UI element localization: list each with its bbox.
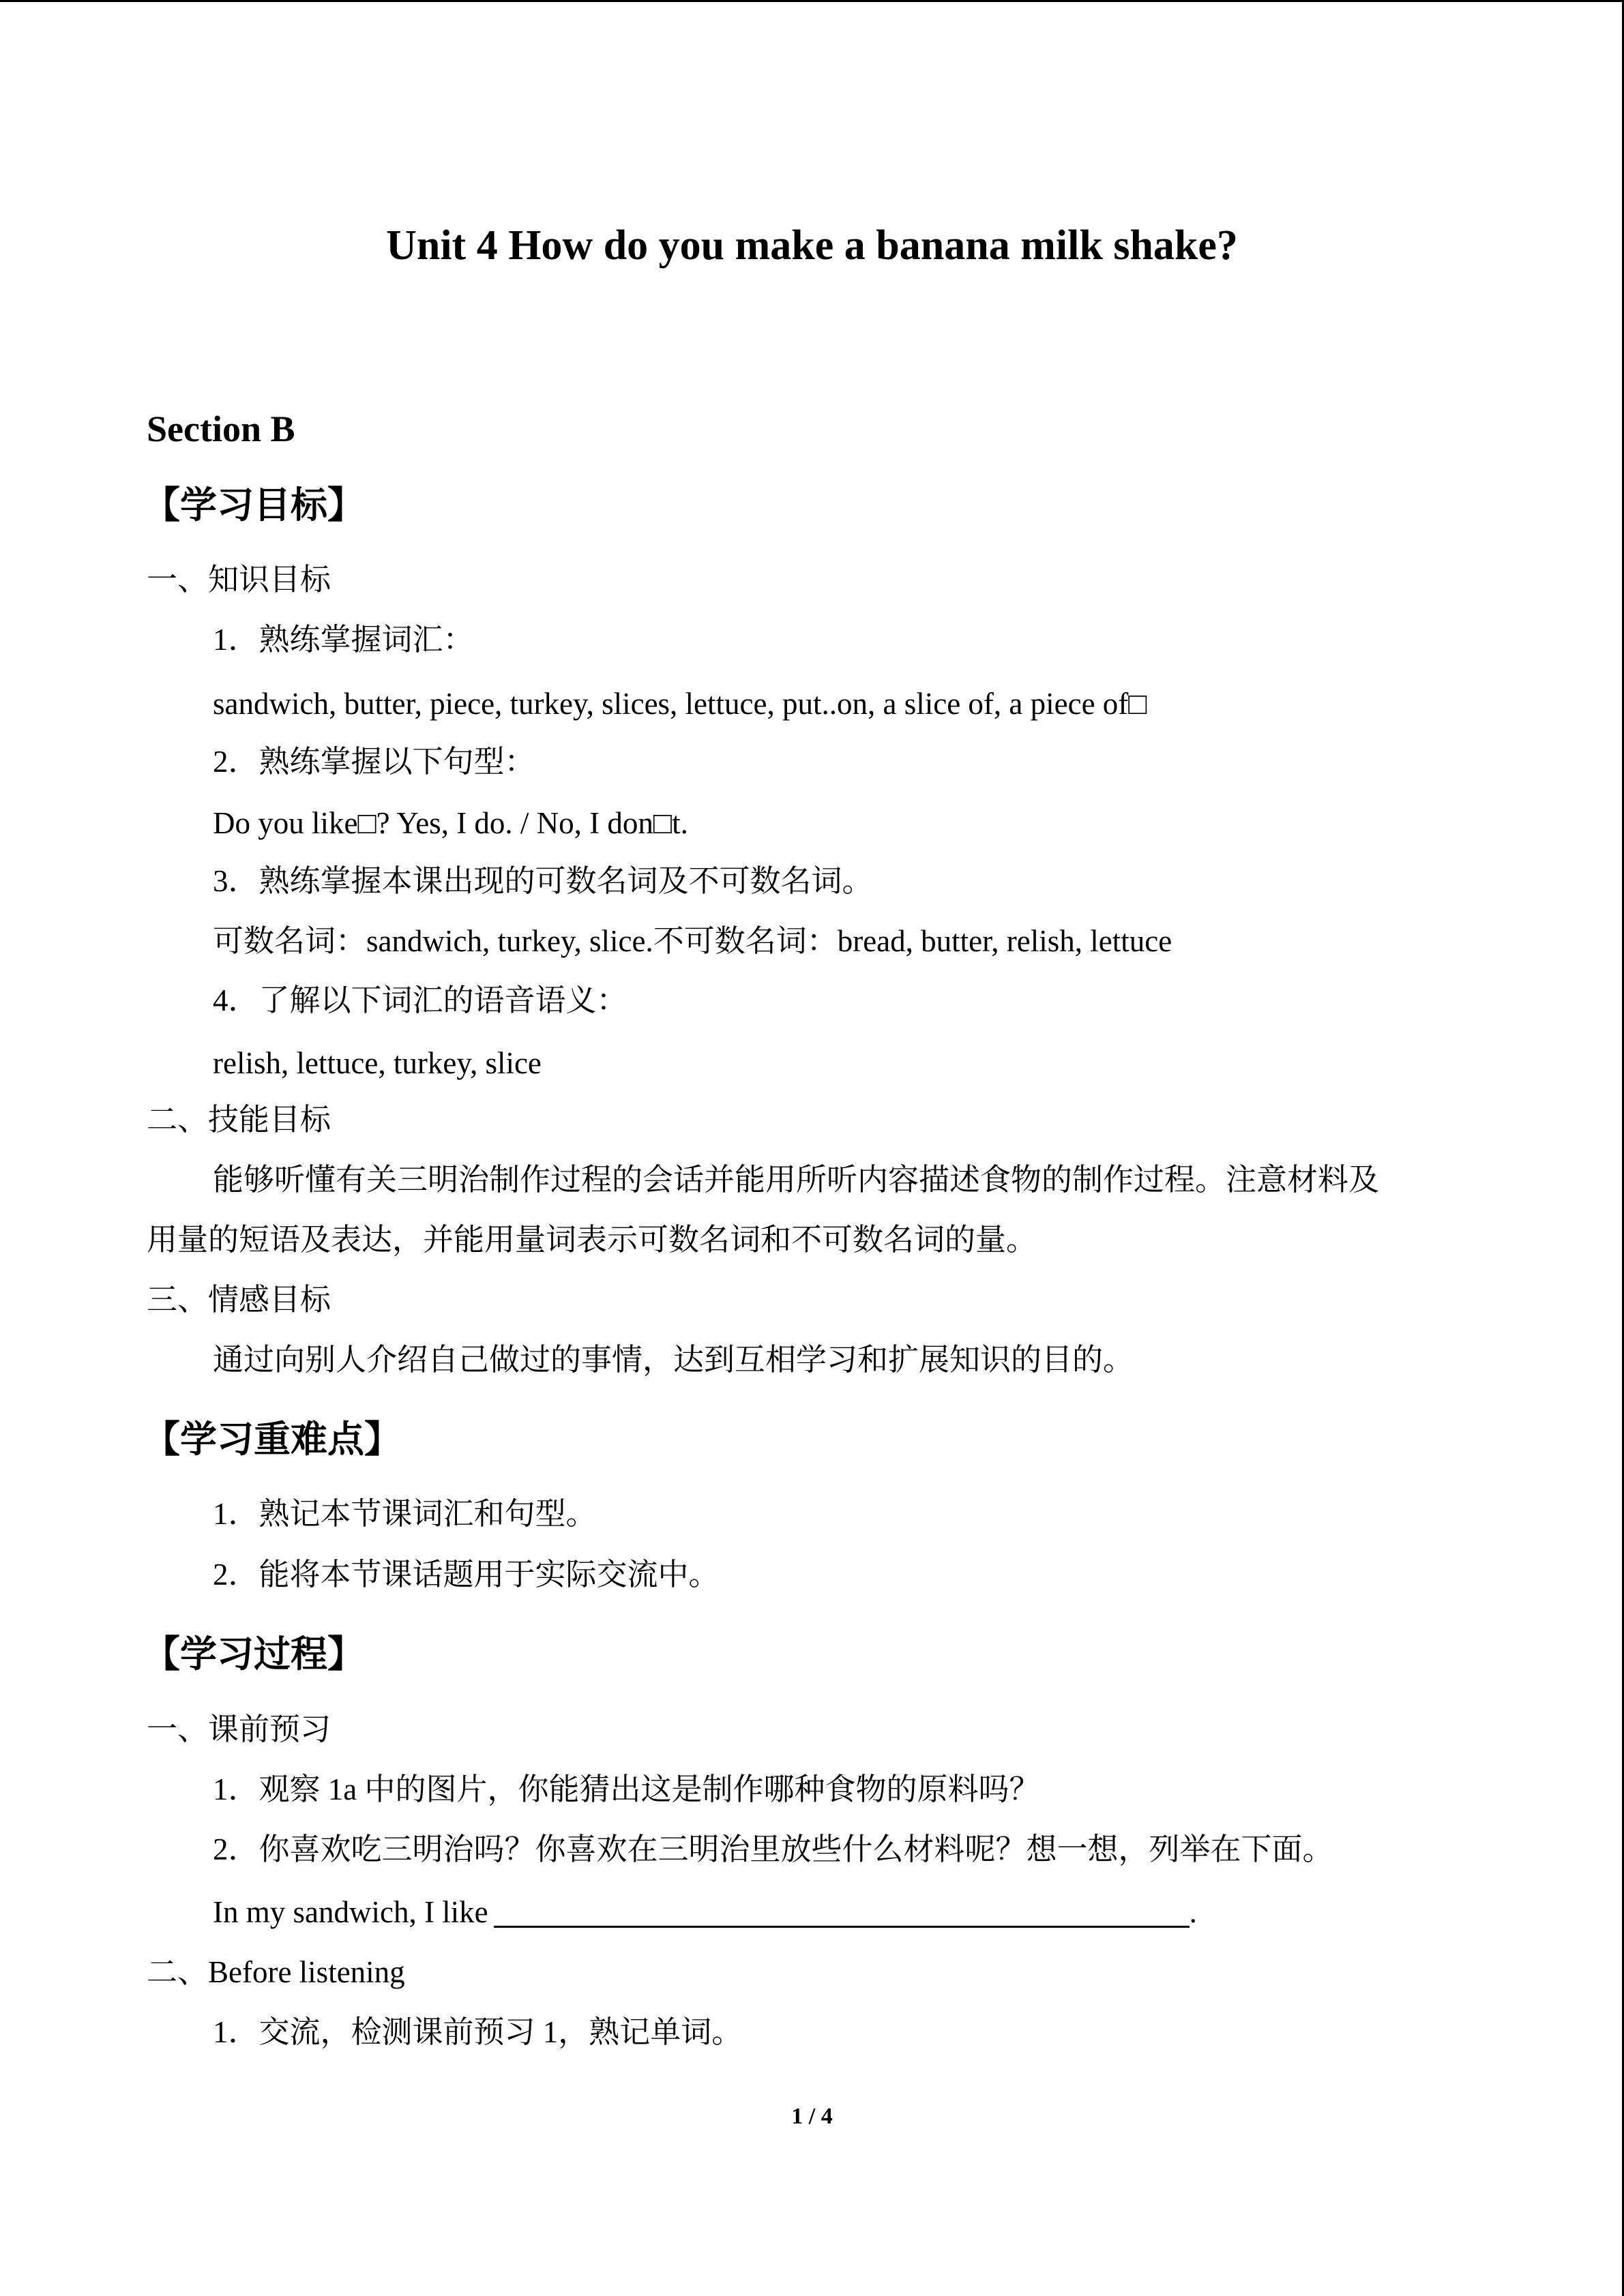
skills-text-line-1: 能够听懂有关三明治制作过程的会话并能用所听内容描述食物的制作过程。注意材料及: [213, 1163, 1380, 1197]
knowledge-item-4: 4．了解以下词汇的语音语义：: [213, 983, 628, 1017]
heading-objectives: 【学习目标】: [143, 483, 364, 526]
knowledge-item-1-detail: sandwich, butter, piece, turkey, slices, lettuce, put..on, a slice of, a piece of□: [213, 687, 1147, 721]
knowledge-item-2: 2．熟练掌握以下句型：: [213, 745, 535, 779]
heading-process: 【学习过程】: [143, 1632, 364, 1675]
preview-title: 一、课前预习: [147, 1712, 331, 1746]
knowledge-item-4-detail: relish, lettuce, turkey, slice: [213, 1046, 542, 1080]
skills-text-line-2: 用量的短语及表达，并能用量词表示可数名词和不可数名词的量。: [147, 1223, 1037, 1257]
section-label: Section B: [147, 408, 295, 449]
page-number: 1 / 4: [791, 2104, 833, 2129]
key-point-2: 2．能将本节课话题用于实际交流中。: [213, 1557, 720, 1592]
preview-item-1: 1．观察 1a 中的图片，你能猜出这是制作哪种食物的原料吗？: [213, 1772, 1040, 1806]
knowledge-item-3: 3．熟练掌握本课出现的可数名词及不可数名词。: [213, 864, 873, 898]
before-listening-title: 二、Before listening: [147, 1955, 405, 1989]
emotion-text: 通过向别人介绍自己做过的事情，达到互相学习和扩展知识的目的。: [213, 1343, 1134, 1377]
knowledge-title: 一、知识目标: [147, 563, 331, 597]
emotion-title: 三、情感目标: [147, 1283, 331, 1317]
top-border-line: [0, 0, 1624, 2]
fill-in-line: [213, 1897, 1197, 1928]
preview-item-2: 2．你喜欢吃三明治吗？你喜欢在三明治里放些什么材料呢？想一想，列举在下面。: [213, 1832, 1333, 1866]
page-title: Unit 4 How do you make a banana milk shake?: [386, 222, 1238, 269]
knowledge-item-1: 1．熟练掌握词汇：: [213, 623, 474, 657]
fill-in-blank[interactable]: [494, 1898, 1190, 1928]
knowledge-item-3-detail: 可数名词：sandwich, turkey, slice.不可数名词：bread, butter, relish, lettuce: [213, 924, 1172, 958]
heading-key-points: 【学习重难点】: [143, 1418, 401, 1461]
key-point-1: 1．熟记本节课词汇和句型。: [213, 1497, 597, 1531]
fill-in-prefix: In my sandwich, I like: [213, 1895, 488, 1929]
before-listening-item-1: 1．交流，检测课前预习 1，熟记单词。: [213, 2015, 743, 2049]
skills-title: 二、技能目标: [147, 1103, 331, 1137]
knowledge-item-2-detail: Do you like□? Yes, I do. / No, I don□t.: [213, 806, 688, 840]
fill-in-suffix: .: [1189, 1895, 1197, 1929]
